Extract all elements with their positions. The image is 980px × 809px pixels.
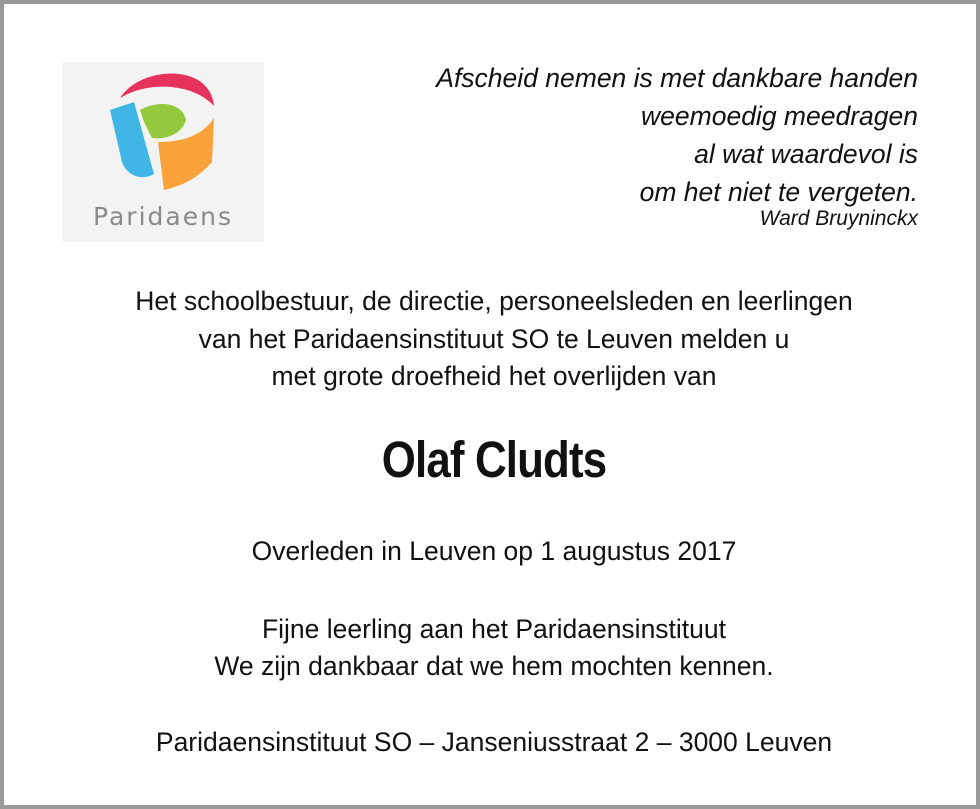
poem-line: weemoedig meedragen xyxy=(641,101,918,131)
school-address: Paridaensinstituut SO – Janseniusstraat 2 – 3000 Leuven xyxy=(155,727,833,757)
intro-text xyxy=(4,283,980,396)
poem-line: om het niet te vergeten. xyxy=(639,177,918,207)
death-notice: Overleden in Leuven op 1 augustus 2017 xyxy=(251,536,737,566)
deceased-name: Olaf Cludts xyxy=(381,431,607,488)
paridaens-logo xyxy=(62,62,264,242)
logo-wordmark: Paridaens xyxy=(93,202,233,231)
intro-line: Het schoolbestuur, de directie, personeelsleden en leerlingen xyxy=(135,286,853,316)
poem-line: al wat waardevol is xyxy=(694,139,918,169)
poem-line: Afscheid nemen is met dankbare handen xyxy=(436,63,918,93)
intro-line: van het Paridaensinstituut SO te Leuven melden u xyxy=(198,323,790,354)
intro-line: met grote droefheid het overlijden van xyxy=(271,361,717,391)
tribute-line: Fijne leerling aan het Paridaensinstituut xyxy=(261,614,727,644)
tribute-line: We zijn dankbaar dat we hem mochten kennen. xyxy=(214,651,774,681)
poem-author: Ward Bruyninckx xyxy=(759,207,918,230)
poem xyxy=(318,59,918,232)
